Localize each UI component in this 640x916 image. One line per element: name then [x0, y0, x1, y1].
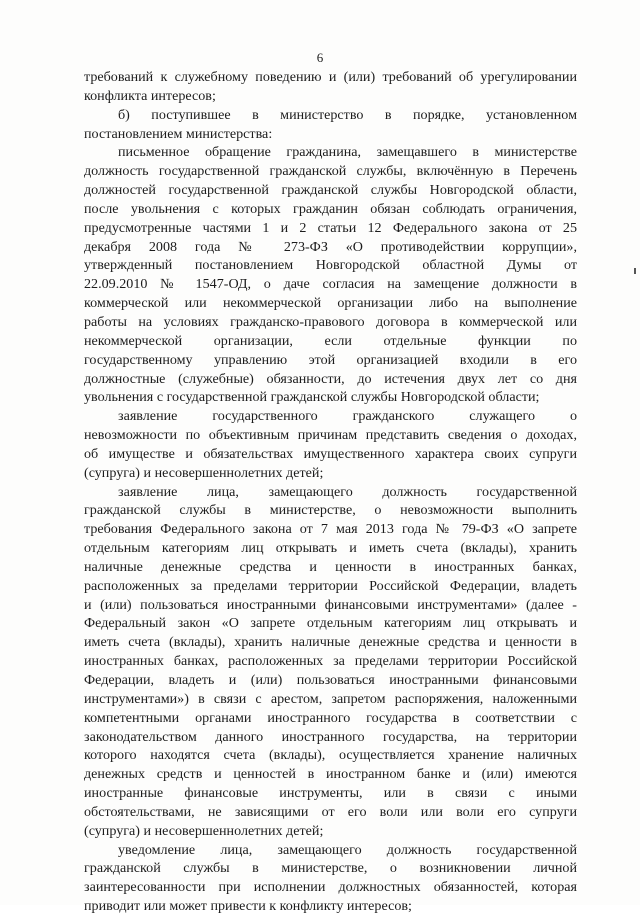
text-line: требования Федерального закона от 7 мая 2013 года № 79-ФЗ «О запрете: [84, 521, 577, 538]
text-line: постановлением министерства:: [84, 125, 273, 142]
text-line: иностранные финансовые инструменты, или в связи с иными: [84, 785, 577, 802]
text-line: должностей государственной гражданской службы Новгородской области,: [84, 182, 577, 199]
text-line: государственному управлению этой организацией входили в его: [84, 351, 577, 368]
text-line: заявление государственного гражданского служащего о: [118, 408, 577, 425]
text-line: конфликта интересов;: [84, 87, 216, 104]
text-line: (супруга) и несовершеннолетних детей;: [84, 464, 324, 481]
text-line: работы на условиях гражданско-правового договора в коммерческой или: [84, 313, 577, 330]
text-line: иметь счета (вклады), хранить наличные денежные средства и ценности в: [84, 634, 577, 651]
text-line: увольнения с государственной гражданской службы Новгородской области;: [84, 389, 540, 406]
page-number: 6: [316, 50, 324, 65]
text-line: приводит или может привести к конфликту интересов;: [84, 898, 412, 915]
text-line: денежных средств и ценностей в иностранном банке и (или) имеются: [84, 766, 577, 783]
text-line: должностные (служебные) обязанности, до истечения двух лет со дня: [84, 370, 577, 387]
text-line: предусмотренные частями 1 и 2 статьи 12 Федерального закона от 25: [84, 219, 577, 236]
text-line: утвержденный постановлением Новгородской областной Думы от: [84, 257, 577, 274]
text-line: которого находятся счета (вклады), осуществляется хранение наличных: [84, 747, 577, 764]
text-line: наличные денежные средства и ценности в иностранных банках,: [84, 558, 577, 575]
text-line: обстоятельствами, не зависящими от его воли или воли его супруги: [84, 803, 577, 820]
text-line: декабря 2008 года № 273-ФЗ «О противодействии коррупции»,: [84, 238, 577, 255]
text-line: коммерческой или некоммерческой организации либо на выполнение: [84, 295, 577, 312]
text-line: после увольнения с которых гражданин обязан соблюдать ограничения,: [84, 200, 577, 217]
text-line: отдельным категориям лиц открывать и иметь счета (вклады), хранить: [84, 540, 577, 557]
text-line: гражданской службы в министерстве, о возникновении личной: [84, 860, 577, 877]
text-line: компетентными органами иностранного государства в соответствии с: [84, 709, 577, 726]
text-line: Федерации, владеть и (или) пользоваться иностранными финансовыми: [84, 672, 577, 688]
text-line: некоммерческой организации, если отдельные функции по: [84, 332, 577, 349]
text-line: иностранных банках, расположенных за пределами территории Российской: [84, 653, 577, 670]
text-line: инструментами») в связи с арестом, запретом распоряжения, наложенными: [84, 690, 577, 707]
text-line: и (или) пользоваться иностранными финансовыми инструментами» (далее -: [84, 596, 577, 613]
text-line: должность государственной гражданской службы, включённую в Перечень: [84, 163, 577, 180]
text-line: письменное обращение гражданина, замещавшего в министерстве: [118, 144, 577, 161]
text-line: об имуществе и обязательствах имущественного характера своих супруги: [84, 445, 577, 462]
text-line: невозможности по объективным причинам представить сведения о доходах,: [84, 427, 577, 444]
text-line: Федеральный закон «О запрете отдельным категориям лиц открывать и: [84, 615, 577, 632]
text-line: заявление лица, замещающего должность государственной: [118, 483, 577, 500]
text-line: гражданской службы в министерстве, о невозможности выполнить: [84, 502, 577, 519]
text-line: (супруга) и несовершеннолетних детей;: [84, 822, 324, 839]
margin-mark: [634, 268, 636, 274]
text-line: уведомление лица, замещающего должность государственной: [118, 841, 577, 858]
text-line: 22.09.2010 № 1547-ОД, о даче согласия на замещение должности в: [84, 276, 577, 293]
text-line: требований к служебному поведению и (или) требований об урегулировании: [84, 69, 577, 85]
text-line: расположенных за пределами территории Российской Федерации, владеть: [84, 577, 577, 594]
document-body: [84, 68, 577, 916]
text-line: заинтересованности при исполнении должностных обязанностей, которая: [84, 879, 577, 896]
text-line: б) поступившее в министерство в порядке, установленном: [118, 106, 577, 123]
text-line: законодательством данного иностранного государства, на территории: [84, 728, 577, 745]
